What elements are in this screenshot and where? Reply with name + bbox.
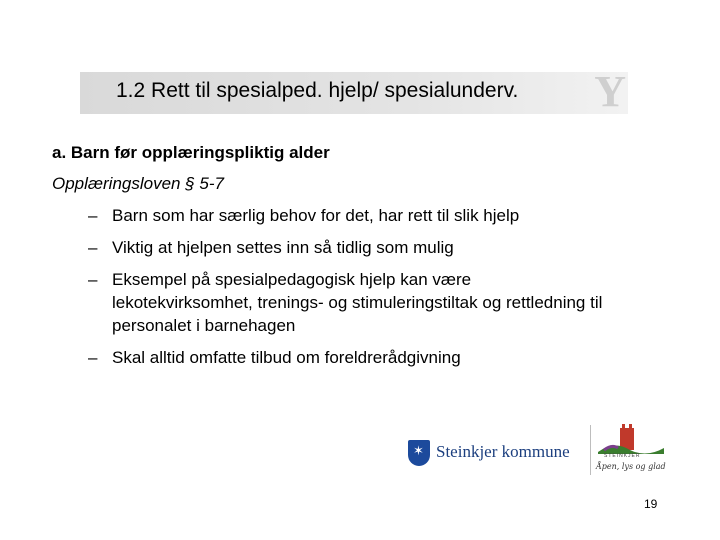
section-heading: a. Barn før opplæringspliktig alder — [52, 143, 330, 162]
logo-divider — [590, 425, 591, 475]
kommune-logo-text: Steinkjer kommune — [436, 442, 570, 461]
law-reference: Opplæringsloven § 5-7 — [52, 174, 224, 193]
dash-bullet: – — [88, 270, 98, 289]
watermark-glyph: Y — [594, 67, 626, 116]
slide-title: 1.2 Rett til spesialped. hjelp/ spesialunderv. — [116, 79, 519, 102]
bullet-item — [88, 204, 608, 227]
bullet-item — [88, 346, 608, 369]
crest-tagline: Åpen, lys og glad — [596, 462, 666, 471]
bullet-list — [88, 204, 608, 378]
bullet-item — [88, 236, 608, 259]
bullet-text: Viktig at hjelpen settes inn så tidlig som mulig — [112, 238, 454, 257]
page-number: 19 — [644, 497, 658, 511]
dash-bullet: – — [88, 348, 98, 367]
crest-name: STEINKJER — [604, 453, 641, 459]
dash-bullet: – — [88, 206, 98, 225]
bullet-item — [88, 268, 608, 337]
bullet-text: Skal alltid omfatte tilbud om foreldrerådgivning — [112, 348, 461, 367]
steinkjer-shield-icon: ✶ — [408, 440, 430, 466]
bullet-text: Barn som har særlig behov for det, har rett til slik hjelp — [112, 206, 520, 225]
dash-bullet: – — [88, 238, 98, 257]
bullet-text: Eksempel på spesialpedagogisk hjelp kan være lekotekvirksomhet, trenings- og stimuleringstiltak og rettledning til personalet i barnehagen — [112, 270, 603, 335]
